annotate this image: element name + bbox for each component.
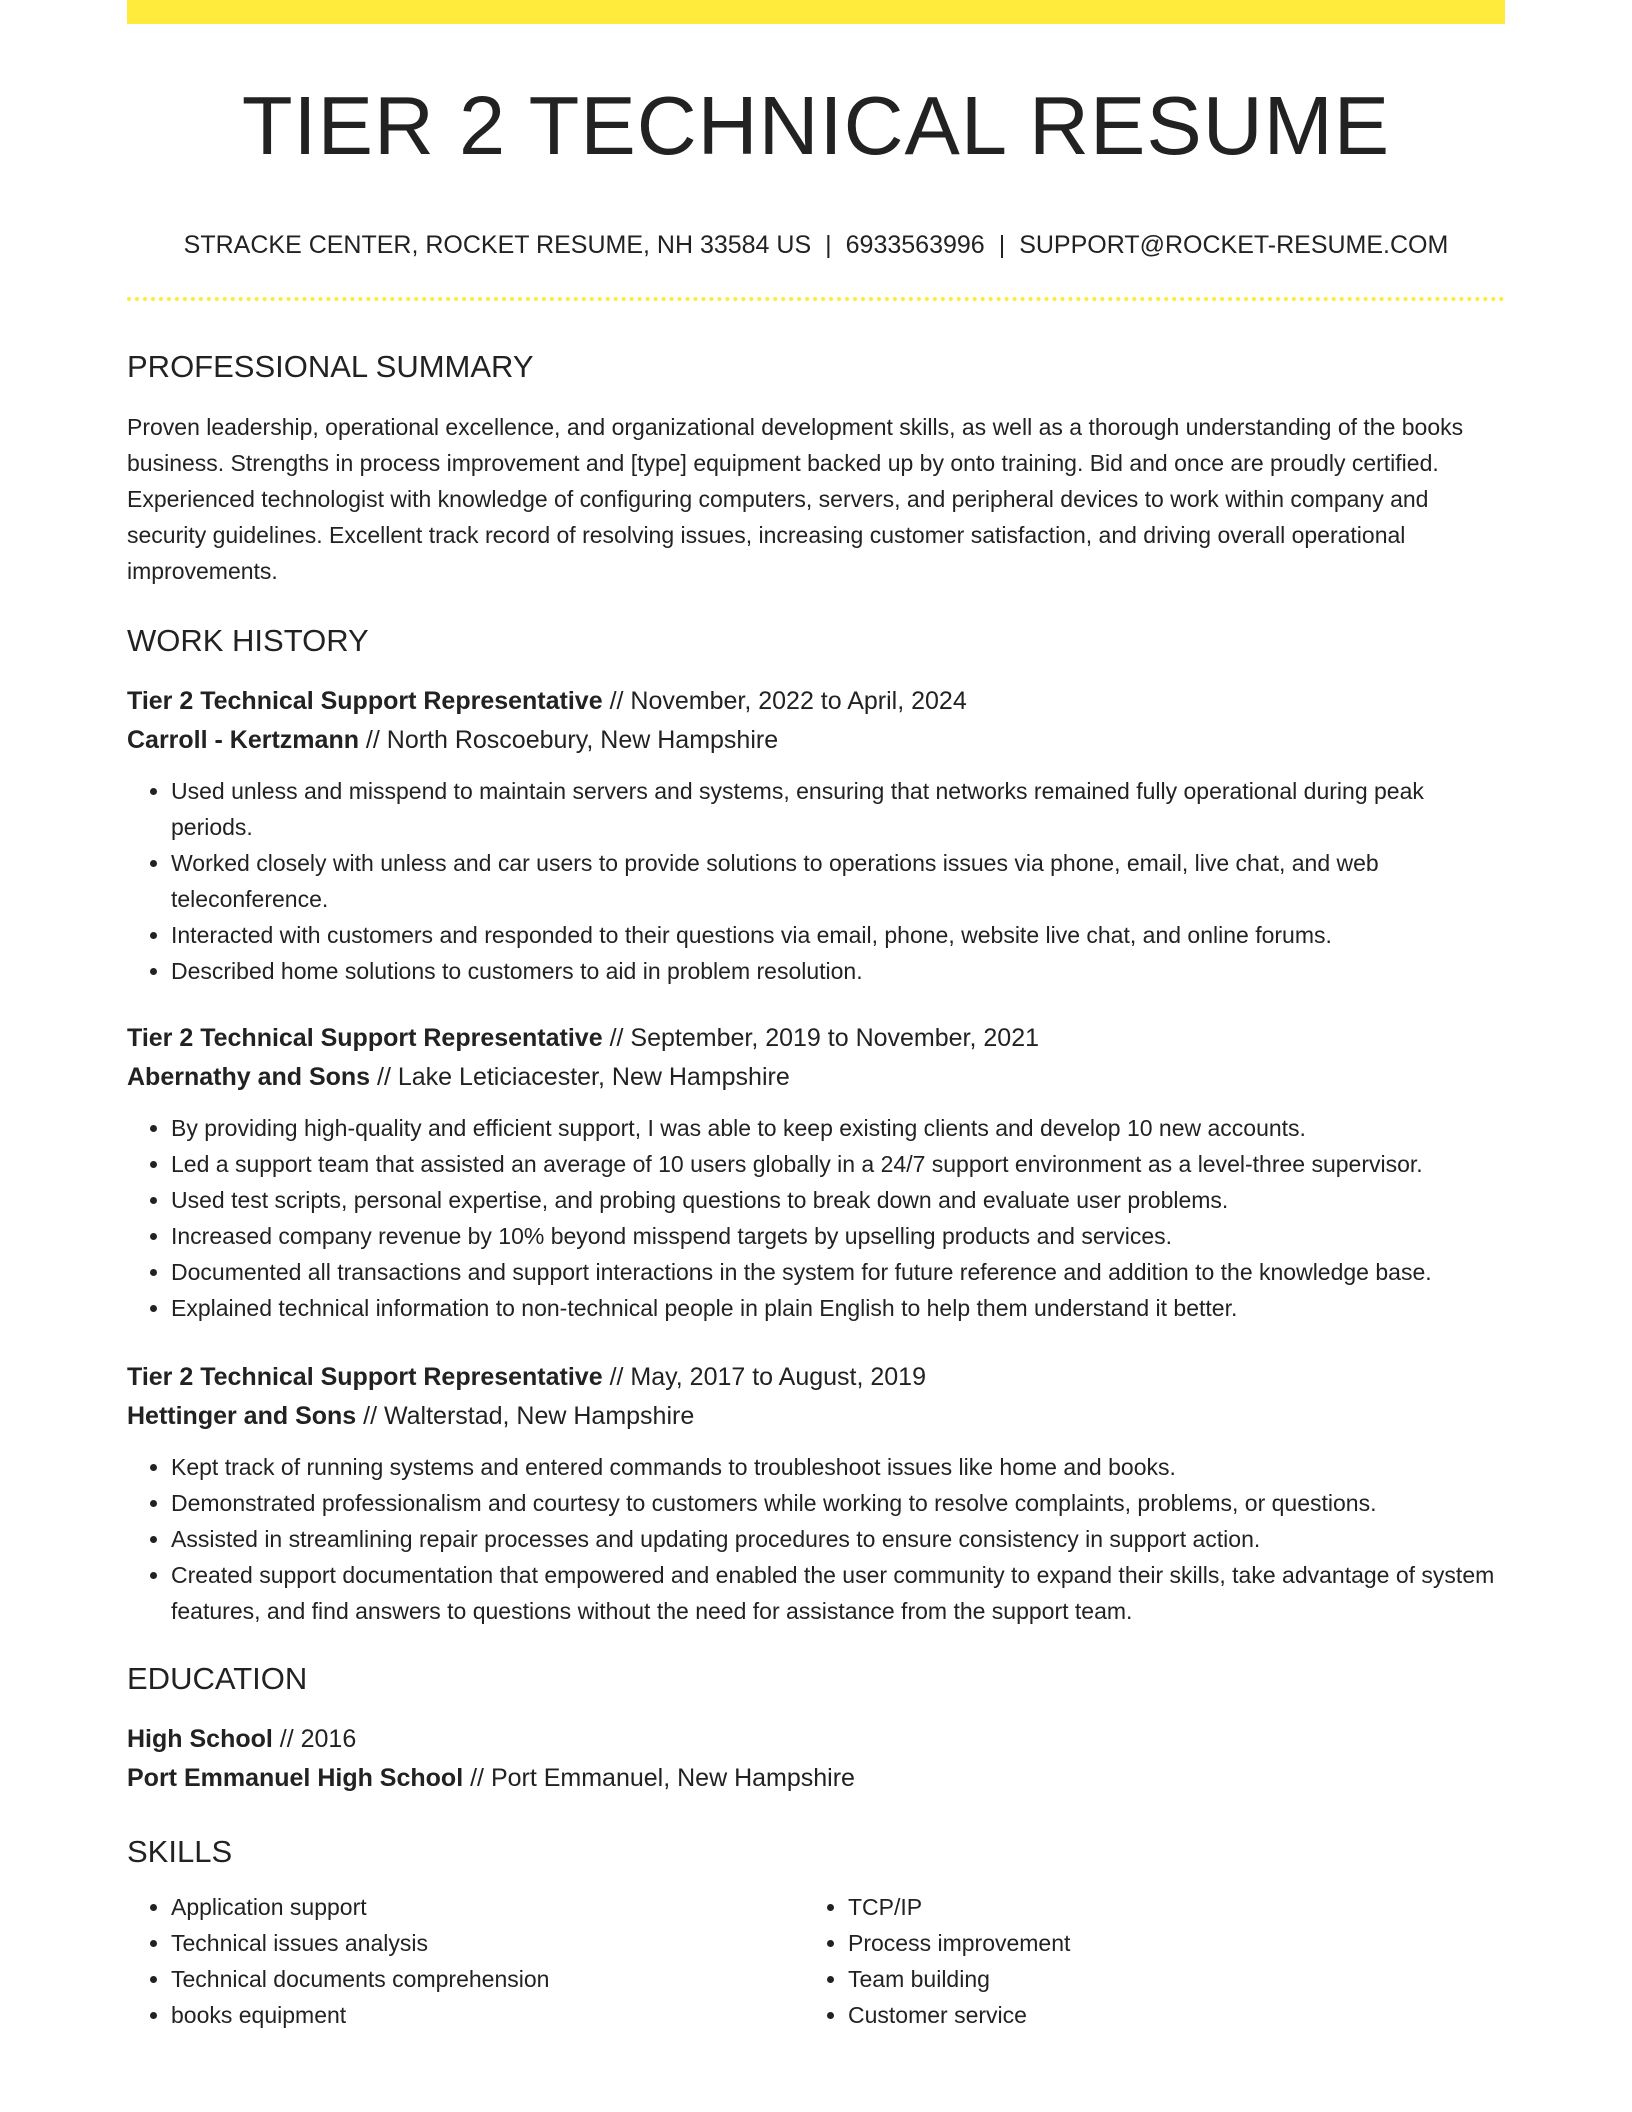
job-dates: // May, 2017 to August, 2019 [602,1363,926,1391]
job-company-line [127,1058,1505,1097]
list-item: • Technical issues analysis [171,1925,804,1961]
list-item: • Demonstrated professionalism and courtesy to customers while working to resolve complaints, problems, or questions. [171,1485,1505,1521]
list-item: • Assisted in streamlining repair processes and updating procedures to ensure consistency in support action. [171,1521,1505,1557]
list-item: • Process improvement [848,1925,1481,1961]
list-item: • Created support documentation that empowered and enabled the user community to expand their skills, take advantage of system features, and find answers to questions without the need for assistance from the support team. [171,1557,1505,1629]
contact-separator: | [998,231,1006,259]
work-history-heading: WORK HISTORY [127,623,369,658]
list-item: • Kept track of running systems and entered commands to troubleshoot issues like home and books. [171,1449,1505,1485]
list-item: • Interacted with customers and responded to their questions via email, phone, website live chat, and online forums. [171,917,1505,953]
work-history-list [127,682,1505,1629]
job-location: // Lake Leticiacester, New Hampshire [370,1063,790,1091]
job-company-line [127,1397,1505,1436]
education-year: // 2016 [272,1725,357,1753]
education-school: Port Emmanuel High School [127,1764,464,1792]
education-entry [127,1720,1505,1798]
education-location: // Port Emmanuel, New Hampshire [463,1764,855,1792]
contact-email[interactable]: SUPPORT@ROCKET-RESUME.COM [1019,231,1449,259]
dotted-divider [127,297,1505,301]
job-bullets [127,1449,1505,1629]
job-company: Hettinger and Sons [127,1402,357,1430]
job-location: // Walterstad, New Hampshire [356,1402,695,1430]
job-title-line [127,1019,1505,1058]
job-entry [127,682,1505,989]
job-title-line [127,1358,1505,1397]
contact-address: STRACKE CENTER, ROCKET RESUME, NH 33584 US [183,231,812,259]
list-item: • Explained technical information to non-technical people in plain English to help them understand it better. [171,1290,1505,1326]
skills-list-right [804,1889,1481,2033]
job-company-line [127,721,1505,760]
contact-separator: | [825,231,832,259]
list-item: • Used unless and misspend to maintain servers and systems, ensuring that networks remained fully operational during peak periods. [171,773,1505,845]
accent-bar [127,0,1505,24]
resume-title: TIER 2 TECHNICAL RESUME [241,79,1391,172]
list-item: • Used test scripts, personal expertise, and probing questions to break down and evaluate user problems. [171,1182,1505,1218]
job-title: Tier 2 Technical Support Representative [127,687,603,715]
list-item: • books equipment [171,1997,804,2033]
job-title-line [127,682,1505,721]
summary-heading: PROFESSIONAL SUMMARY [127,349,534,384]
list-item: • Application support [171,1889,804,1925]
job-title: Tier 2 Technical Support Representative [127,1024,603,1052]
list-item: • Worked closely with unless and car users to provide solutions to operations issues via phone, email, live chat, and web teleconference. [171,845,1505,917]
education-degree-line [127,1720,1505,1759]
list-item: • Technical documents comprehension [171,1961,804,1997]
list-item: • Led a support team that assisted an average of 10 users globally in a 24/7 support environment as a level-three supervisor. [171,1146,1505,1182]
skills-heading: SKILLS [127,1834,233,1869]
job-bullets [127,1110,1505,1326]
job-location: // North Roscoebury, New Hampshire [358,726,779,754]
job-entry [127,1019,1505,1326]
education-heading: EDUCATION [127,1661,308,1696]
contact-line [127,233,1505,258]
job-bullets [127,773,1505,989]
job-title: Tier 2 Technical Support Representative [127,1363,603,1391]
job-company: Carroll - Kertzmann [127,726,359,754]
skills-columns [127,1889,1505,2033]
job-dates: // September, 2019 to November, 2021 [602,1024,1040,1052]
summary-text: Proven leadership, operational excellence, and organizational development skills, as well as a thorough understanding of the books business. Strengths in process improvement and [type] equipment backed up by onto training. Bid and once are proudly certified. Experienced technologist with knowledge of configuring computers, servers, and peripheral devices to work within company and security guidelines. Excellent track record of resolving issues, increasing customer satisfaction, and driving overall operational improvements. [127,414,1464,584]
list-item: • Increased company revenue by 10% beyond misspend targets by upselling products and services. [171,1218,1505,1254]
contact-phone[interactable]: 6933563996 [845,231,985,259]
list-item: • TCP/IP [848,1889,1481,1925]
list-item: • Customer service [848,1997,1481,2033]
resume-page [127,0,1505,2033]
list-item: • Team building [848,1961,1481,1997]
education-degree: High School [127,1725,273,1753]
list-item: • Documented all transactions and support interactions in the system for future reference and addition to the knowledge base. [171,1254,1505,1290]
job-company: Abernathy and Sons [127,1063,371,1091]
list-item: • Described home solutions to customers to aid in problem resolution. [171,953,1505,989]
list-item: • By providing high-quality and efficient support, I was able to keep existing clients and develop 10 new accounts. [171,1110,1505,1146]
education-school-line [127,1759,1505,1798]
skills-list-left [127,1889,804,2033]
job-dates: // November, 2022 to April, 2024 [602,687,967,715]
job-entry [127,1358,1505,1629]
